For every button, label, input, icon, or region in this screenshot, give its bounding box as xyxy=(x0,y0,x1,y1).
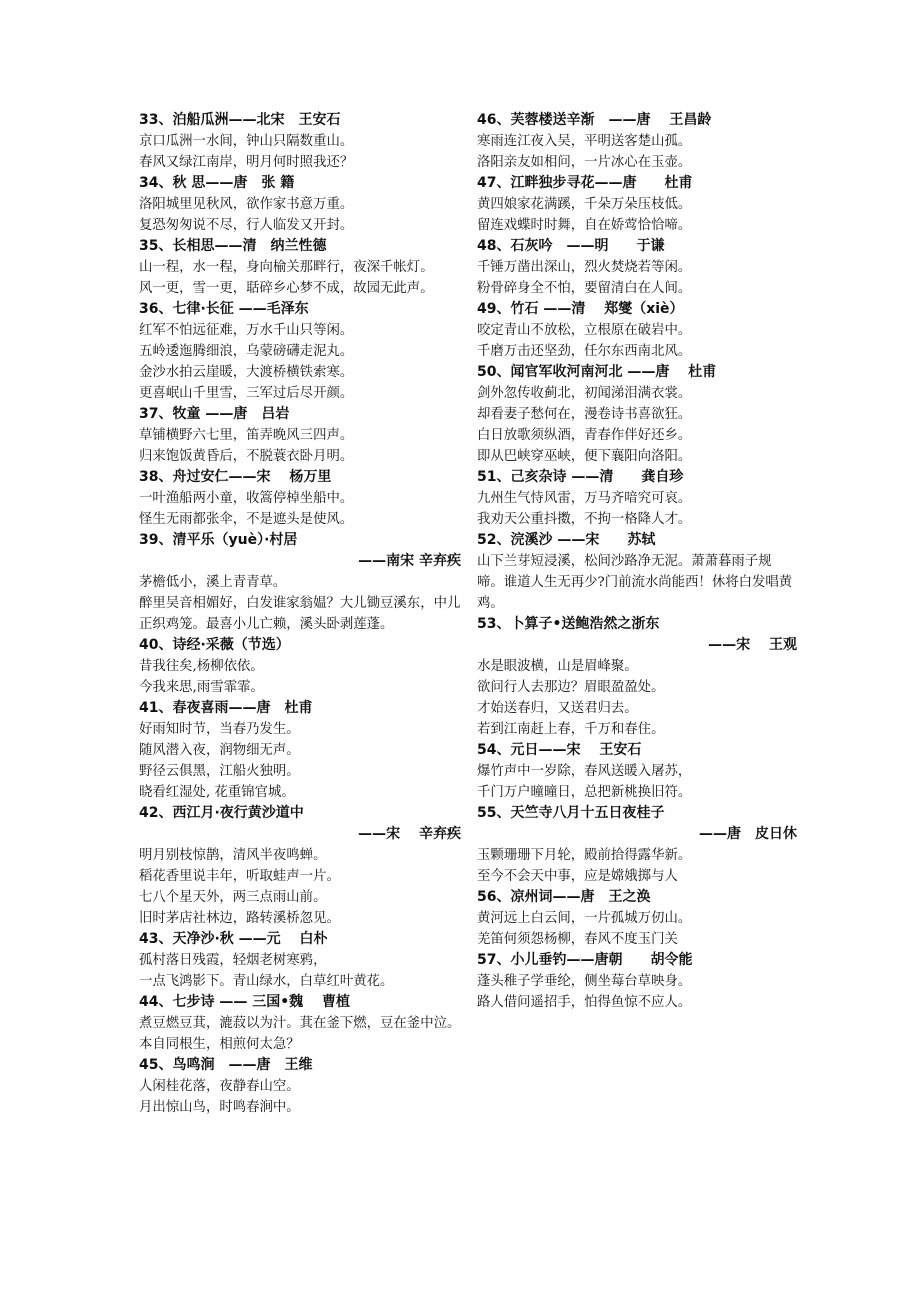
poem-line: 路人借问遥招手，怕得鱼惊不应人。 xyxy=(477,995,692,1010)
poem-line: 好雨知时节，当春乃发生。 xyxy=(139,722,300,737)
poem-line: 洛阳亲友如相问，一片冰心在玉壶。 xyxy=(477,155,692,170)
poem-title: 42、西江月·夜行黄沙道中 xyxy=(139,805,304,821)
poem-line: 山下兰芽短浸溪，松间沙路净无泥。萧萧暮雨子规啼。谁道人生无再少?门前流水尚能西！休将白发唱黄鸡。 xyxy=(477,554,793,611)
poem-line: 千门万户曈曈日，总把新桃换旧符。 xyxy=(477,785,692,800)
poem-block xyxy=(139,467,461,530)
poem-line: 咬定青山不放松，立根原在破岩中。 xyxy=(477,323,692,338)
poem-line: 剑外忽传收蓟北，初闻涕泪满衣裳。 xyxy=(477,386,692,401)
poem-block xyxy=(139,635,461,698)
poem-line: 我劝天公重抖擞，不拘一格降人才。 xyxy=(477,512,692,527)
poem-title: 35、长相思——清 纳兰性德 xyxy=(139,238,327,254)
poem-line: 黄四娘家花满蹊，千朵万朵压枝低。 xyxy=(477,197,692,212)
poem-line: 一叶渔船两小童，收篙停棹坐船中。 xyxy=(139,491,354,506)
poem-line: 爆竹声中一岁除，春风送暖入屠苏， xyxy=(477,764,692,779)
poem-line: 欲问行人去那边？眉眼盈盈处。 xyxy=(477,680,665,695)
poem-line: 茅檐低小，溪上青青草。 xyxy=(139,575,287,590)
poem-title: 36、七律·长征 ——毛泽东 xyxy=(139,301,309,317)
poem-line: 红军不怕远征难，万水千山只等闲。 xyxy=(139,323,354,338)
poem-block xyxy=(477,803,797,887)
poem-title: 46、芙蓉楼送辛渐 ——唐 王昌龄 xyxy=(477,112,712,128)
poem-line: 醉里吴音相媚好，白发谁家翁媪？大儿锄豆溪东，中儿正织鸡笼。最喜小儿亡赖，溪头卧剥莲蓬。 xyxy=(139,596,461,632)
poem-line: 蓬头稚子学垂纶，侧坐莓台草映身。 xyxy=(477,974,692,989)
poem-title: 52、浣溪沙 ——宋 苏轼 xyxy=(477,532,656,548)
poem-block xyxy=(477,110,797,173)
poem-title: 47、江畔独步寻花——唐 杜甫 xyxy=(477,175,693,191)
poem-title: 55、天竺寺八月十五日夜桂子 xyxy=(477,805,665,821)
poem-title: 45、鸟鸣涧 ——唐 王维 xyxy=(139,1057,313,1073)
poem-title: 34、秋 思——唐 张 籍 xyxy=(139,175,295,191)
poem-line: 粉骨碎身全不怕，要留清白在人间。 xyxy=(477,281,692,296)
poem-line: 羌笛何须怨杨柳，春风不度玉门关 xyxy=(477,932,678,947)
poem-author: ——宋 辛弃疾 xyxy=(358,826,461,842)
poem-line: 千磨万击还坚劲，任尔东西南北风。 xyxy=(477,344,692,359)
poem-line: 更喜岷山千里雪，三军过后尽开颜。 xyxy=(139,386,354,401)
poem-title: 49、竹石 ——清 郑燮（xiè） xyxy=(477,301,684,317)
poem-line: 野径云俱黑，江船火独明。 xyxy=(139,764,300,779)
poem-block xyxy=(139,929,461,992)
poem-title: 57、小儿垂钓——唐朝 胡令能 xyxy=(477,952,693,968)
poem-block xyxy=(477,467,797,530)
poem-title: 50、闻官军收河南河北 ——唐 杜甫 xyxy=(477,364,717,380)
poem-line: 京口瓜洲一水间，钟山只隔数重山。 xyxy=(139,134,354,149)
poem-block xyxy=(139,698,461,803)
poem-block xyxy=(477,950,797,1013)
poem-block xyxy=(477,614,797,740)
poem-line: 煮豆燃豆萁，漉菽以为汁。萁在釜下燃，豆在釜中泣。本自同根生，相煎何太急？ xyxy=(139,1016,461,1052)
poem-line: 晓看红湿处, 花重锦官城。 xyxy=(139,785,295,800)
poem-line: 才始送春归，又送君归去。 xyxy=(477,701,638,716)
poem-title: 56、凉州词——唐 王之涣 xyxy=(477,889,651,905)
poem-block xyxy=(139,530,461,635)
poem-block xyxy=(477,173,797,236)
left-column xyxy=(139,110,461,1118)
poem-title: 33、泊船瓜洲——北宋 王安石 xyxy=(139,112,341,128)
poem-block xyxy=(477,362,797,467)
poem-line: 五岭逶迤腾细浪，乌蒙磅礴走泥丸。 xyxy=(139,344,354,359)
poem-line: 山一程，水一程，身向榆关那畔行，夜深千帐灯。 风一更，雪一更，聒碎乡心梦不成，故园无此声。 xyxy=(139,260,454,296)
poem-line: 稻花香里说丰年，听取蛙声一片。 xyxy=(139,869,340,884)
poem-title: 40、诗经·采薇（节选） xyxy=(139,637,290,653)
poem-author: ——宋 王观 xyxy=(708,637,797,653)
poem-title: 51、己亥杂诗 ——清 龚自珍 xyxy=(477,469,684,485)
poem-line: 孤村落日残霞，轻烟老树寒鸦， xyxy=(139,953,327,968)
poem-block xyxy=(139,299,461,404)
poem-line: 寒雨连江夜入吴，平明送客楚山孤。 xyxy=(477,134,692,149)
poem-line: 今我来思,雨雪霏霏。 xyxy=(139,680,264,695)
poem-line: 玉颗珊珊下月轮，殿前拾得露华新。 xyxy=(477,848,692,863)
poem-line: 至今不会天中事，应是嫦娥掷与人 xyxy=(477,869,678,884)
poem-line: 千锤万凿出深山，烈火焚烧若等闲。 xyxy=(477,260,692,275)
poem-title: 39、清平乐（yuè）·村居 xyxy=(139,532,298,548)
poem-title: 53、卜算子•送鲍浩然之浙东 xyxy=(477,616,660,632)
poem-line: 若到江南赶上春，千万和春住。 xyxy=(477,722,665,737)
poem-block xyxy=(477,887,797,950)
poem-line: 即从巴峡穿巫峡，便下襄阳向洛阳。 xyxy=(477,449,692,464)
poem-block xyxy=(477,236,797,299)
poem-block xyxy=(477,530,797,614)
poem-block xyxy=(139,236,461,299)
poem-line: 却看妻子愁何在，漫卷诗书喜欲狂。 xyxy=(477,407,692,422)
poem-line: 归来饱饭黄昏后，不脱蓑衣卧月明。 xyxy=(139,449,354,464)
poem-block xyxy=(139,173,461,236)
poem-line: 昔我往矣,杨柳依依。 xyxy=(139,659,264,674)
poem-block xyxy=(477,299,797,362)
poem-line: 一点飞鸿影下。青山绿水，白草红叶黄花。 xyxy=(139,974,394,989)
poem-block xyxy=(139,404,461,467)
poem-line: 金沙水拍云崖暖，大渡桥横铁索寒。 xyxy=(139,365,354,380)
poem-title: 43、天净沙·秋 ——元 白朴 xyxy=(139,931,328,947)
poem-line: 九州生气恃风雷，万马齐喑究可哀。 xyxy=(477,491,692,506)
poem-line: 人闲桂花落，夜静春山空。 xyxy=(139,1079,300,1094)
poem-line: 随风潜入夜，润物细无声。 xyxy=(139,743,300,758)
poem-line: 春风又绿江南岸，明月何时照我还？ xyxy=(139,155,354,170)
poem-block xyxy=(139,803,461,929)
poem-title: 44、七步诗 —— 三国•魏 曹植 xyxy=(139,994,351,1010)
right-column xyxy=(477,110,797,1013)
poem-title: 54、元日——宋 王安石 xyxy=(477,742,642,758)
poem-block xyxy=(477,740,797,803)
poem-line: 月出惊山鸟，时鸣春涧中。 xyxy=(139,1100,300,1115)
poem-line: 黄河远上白云间，一片孤城万仞山。 xyxy=(477,911,692,926)
poem-line: 留连戏蝶时时舞，自在娇莺恰恰啼。 xyxy=(477,218,692,233)
poem-line: 怪生无雨都张伞，不是遮头是使风。 xyxy=(139,512,354,527)
poem-line: 洛阳城里见秋风，欲作家书意万重。 xyxy=(139,197,354,212)
poem-line: 七八个星天外，两三点雨山前。 xyxy=(139,890,327,905)
poem-line: 明月别枝惊鹊，清风半夜鸣蝉。 xyxy=(139,848,327,863)
poem-line: 白日放歌须纵酒，青春作伴好还乡。 xyxy=(477,428,692,443)
poem-line: 复恐匆匆说不尽，行人临发又开封。 xyxy=(139,218,354,233)
poem-line: 旧时茅店社林边，路转溪桥忽见。 xyxy=(139,911,340,926)
poem-line: 水是眼波横，山是眉峰聚。 xyxy=(477,659,638,674)
poem-line: 草铺横野六七里，笛弄晚风三四声。 xyxy=(139,428,354,443)
poem-author: ——唐 皮日休 xyxy=(699,826,797,842)
poem-block xyxy=(139,1055,461,1118)
poem-title: 48、石灰吟 ——明 于谦 xyxy=(477,238,665,254)
poem-block xyxy=(139,110,461,173)
poem-title: 41、春夜喜雨——唐 杜甫 xyxy=(139,700,313,716)
poem-block xyxy=(139,992,461,1055)
poem-title: 38、舟过安仁——宋 杨万里 xyxy=(139,469,332,485)
poem-author: ——南宋 辛弃疾 xyxy=(358,553,461,569)
poem-title: 37、牧童 ——唐 吕岩 xyxy=(139,406,290,422)
